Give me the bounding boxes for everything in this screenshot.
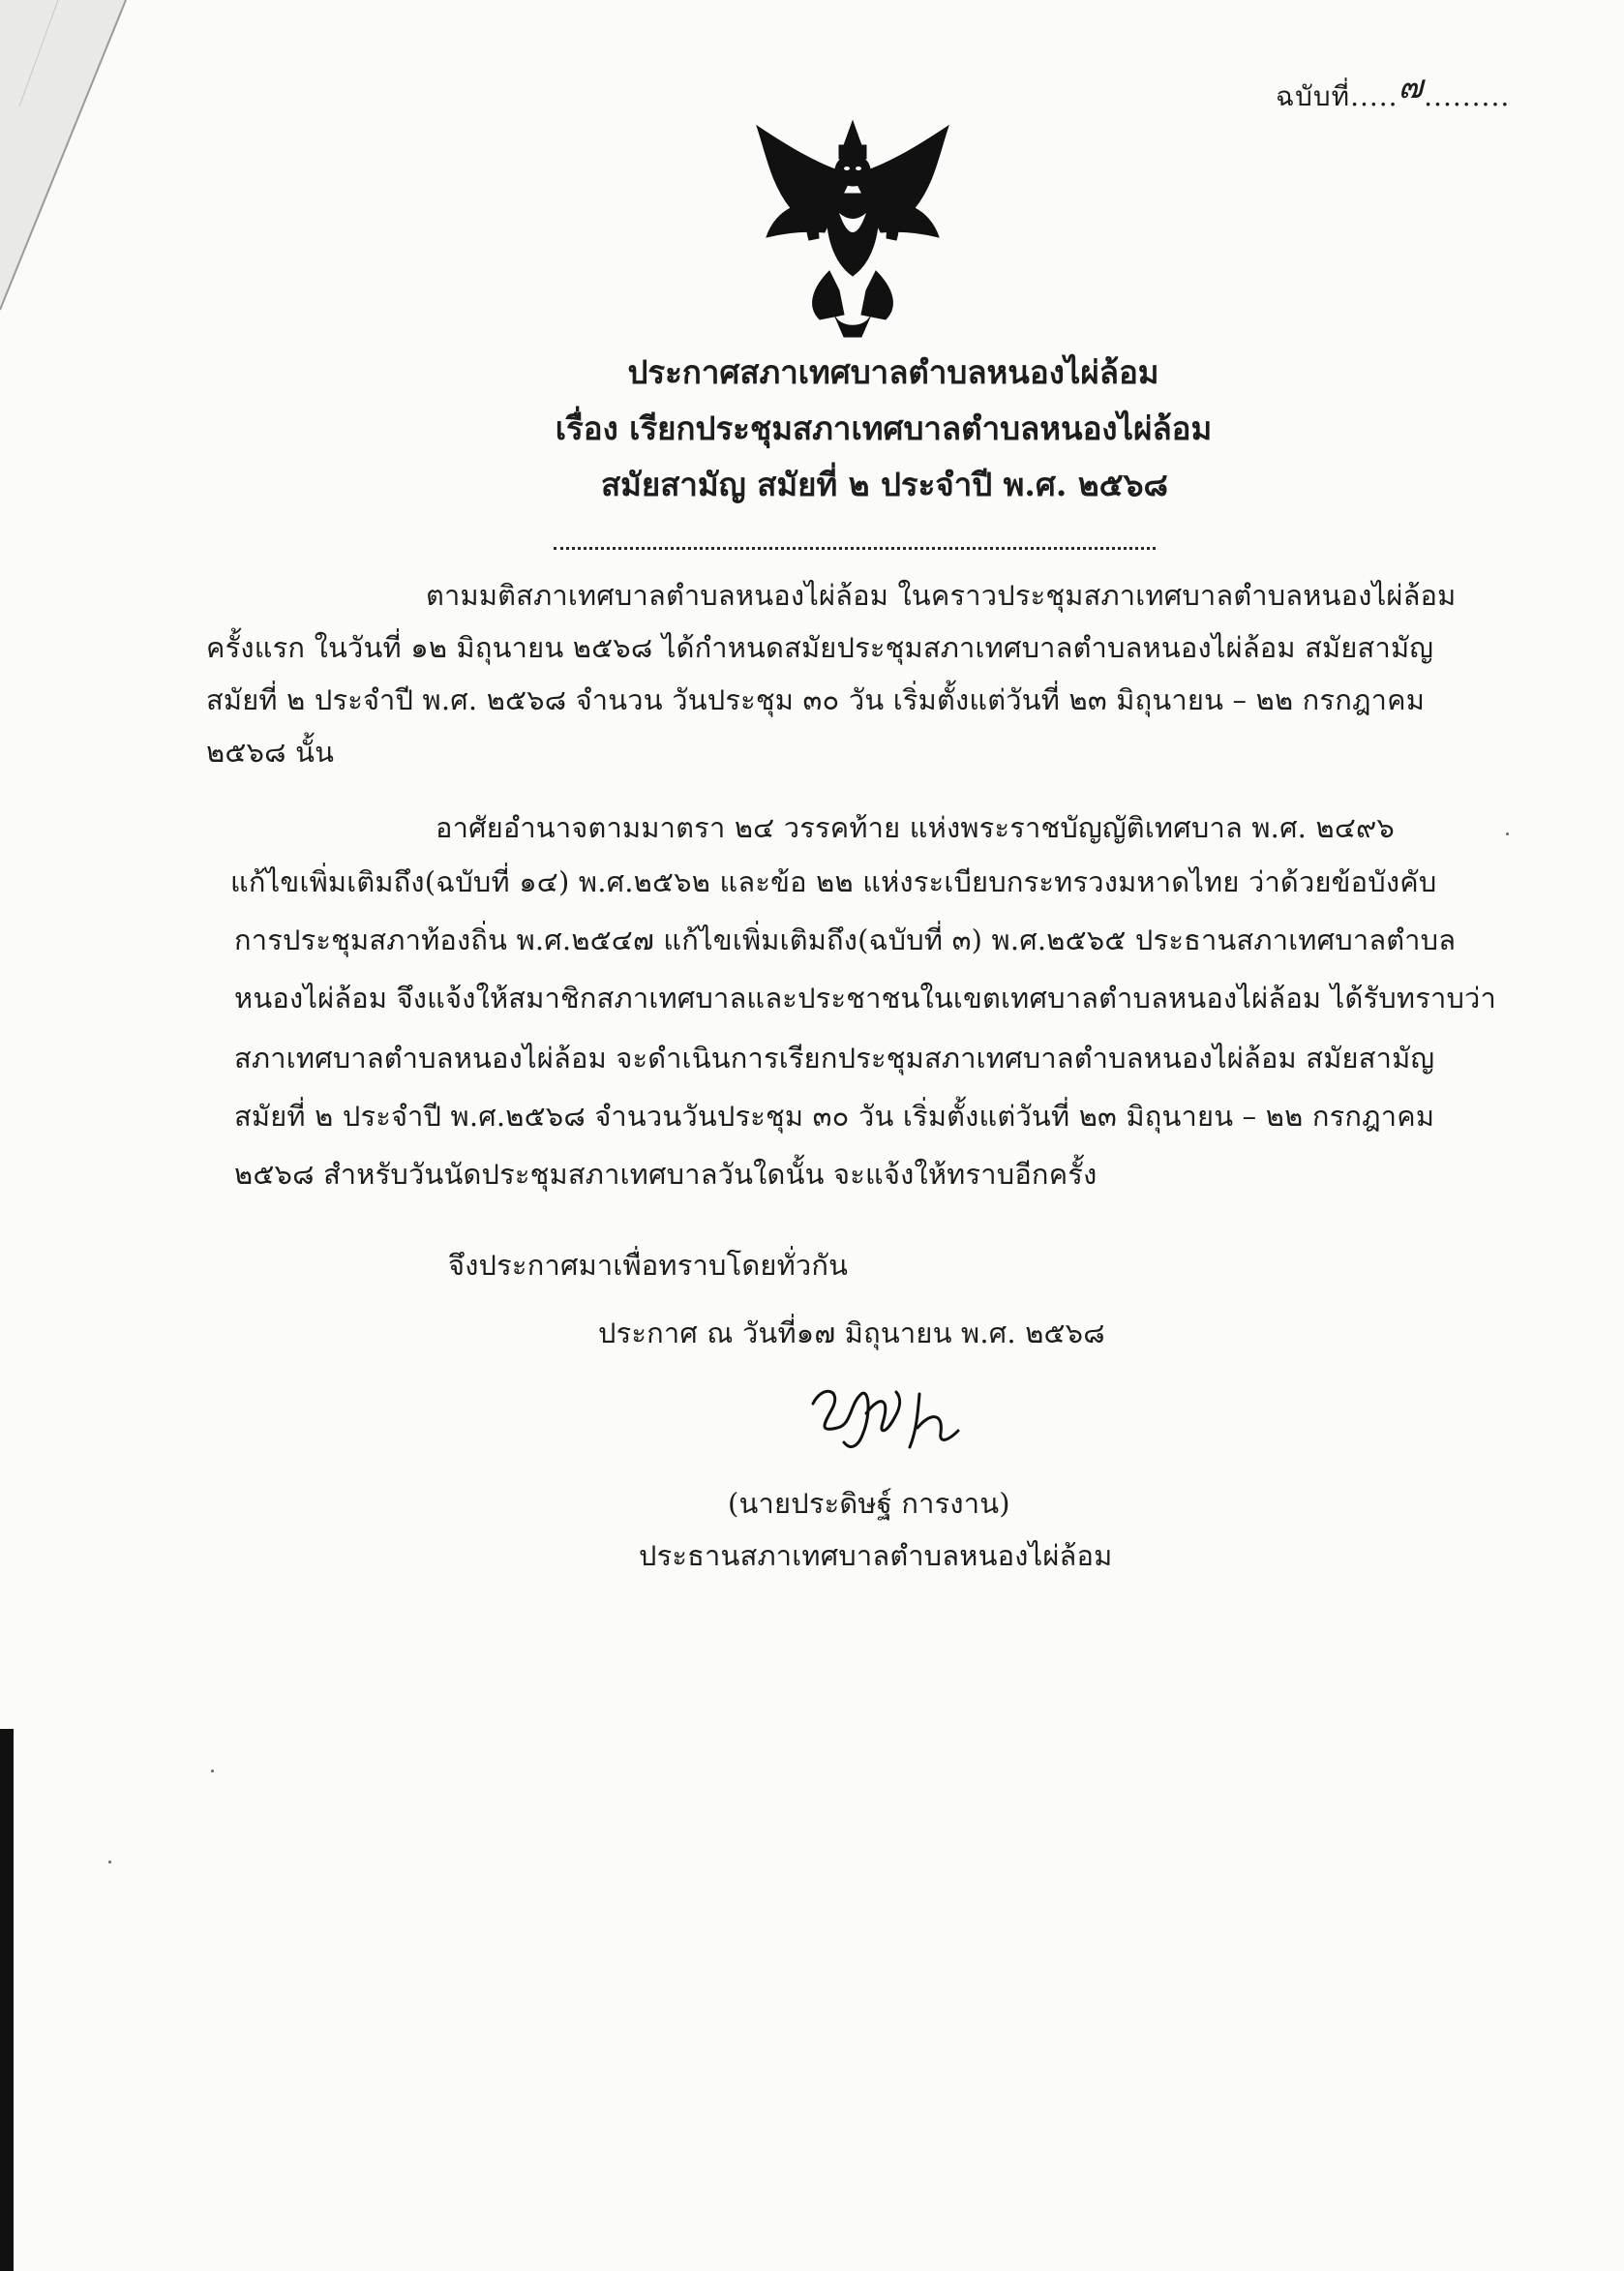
paragraph-2-line-6: สมัยที่ ๒ ประจำปี พ.ศ.๒๕๖๘ จำนวนวันประชุม ๓๐ วัน เริ่มตั้งแต่วันที่ ๒๓ มิถุนายน – ๒๒ กรกฎาคม	[234, 1100, 1435, 1133]
issue-number-value: ๗	[1398, 68, 1425, 106]
page-fold-edge	[0, 0, 165, 319]
scan-speck	[211, 1770, 214, 1772]
signatory-position: ประธานสภาเทศบาลตำบลหนองไผ่ล้อม	[639, 1539, 1113, 1572]
issue-trail: .........	[1424, 80, 1511, 112]
paragraph-2-line-1: อาศัยอำนาจตามมาตรา ๒๔ วรรคท้าย แห่งพระราชบัญญัติเทศบาล พ.ศ. ๒๔๙๖	[436, 811, 1396, 844]
title-line-2: เรื่อง เรียกประชุมสภาเทศบาลตำบลหนองไผ่ล้อม	[555, 409, 1213, 447]
paragraph-2-line-4: หนองไผ่ล้อม จึงแจ้งให้สมาชิกสภาเทศบาลและประชาชนในเขตเทศบาลตำบลหนองไผ่ล้อม ได้รับทราบว่า	[234, 982, 1497, 1014]
title-line-3: สมัยสามัญ สมัยที่ ๒ ประจำปี พ.ศ. ๒๕๖๘	[601, 466, 1168, 503]
signature-icon	[794, 1375, 977, 1462]
announcement-date: ประกาศ ณ วันที่๑๗ มิถุนายน พ.ศ. ๒๕๖๘	[598, 1317, 1105, 1349]
closing-statement: จึงประกาศมาเพื่อทราบโดยทั่วกัน	[448, 1249, 849, 1282]
paragraph-1-line-1: ตามมติสภาเทศบาลตำบลหนองไผ่ล้อม ในคราวประชุมสภาเทศบาลตำบลหนองไผ่ล้อม	[426, 579, 1457, 612]
paragraph-2-line-3: การประชุมสภาท้องถิ่น พ.ศ.๒๕๔๗ แก้ไขเพิ่มเติมถึง(ฉบับที่ ๓) พ.ศ.๒๕๖๕ ประธานสภาเทศบาลตำบล	[234, 924, 1457, 956]
paragraph-2-line-7: ๒๕๖๘ สำหรับวันนัดประชุมสภาเทศบาลวันใดนั้น จะแจ้งให้ทราบอีกครั้ง	[234, 1158, 1098, 1191]
paragraph-1-line-3: สมัยที่ ๒ ประจำปี พ.ศ. ๒๕๖๘ จำนวน วันประชุม ๓๐ วัน เริ่มตั้งแต่วันที่ ๒๓ มิถุนายน – ๒๒ กรกฎาคม	[206, 683, 1426, 716]
garuda-emblem-icon	[747, 116, 958, 339]
paragraph-1-line-2: ครั้งแรก ในวันที่ ๑๒ มิถุนายน ๒๕๖๘ ได้กำหนดสมัยประชุมสภาเทศบาลตำบลหนองไผ่ล้อม สมัยสามัญ	[206, 631, 1434, 664]
announcement-title	[0, 345, 1624, 513]
title-line-1: ประกาศสภาเทศบาลตำบลหนองไผ่ล้อม	[627, 353, 1159, 391]
paragraph-1-line-4: ๒๕๖๘ นั้น	[206, 736, 335, 769]
title-divider	[554, 547, 1156, 550]
scan-speck	[108, 1861, 111, 1863]
issue-label: ฉบับที่.....	[1276, 80, 1398, 112]
issue-number	[1276, 68, 1510, 120]
paragraph-2-line-5: สภาเทศบาลตำบลหนองไผ่ล้อม จะดำเนินการเรียกประชุมสภาเทศบาลตำบลหนองไผ่ล้อม สมัยสามัญ	[234, 1042, 1435, 1075]
scan-edge-shadow	[0, 1729, 14, 2271]
scan-speck	[1506, 833, 1509, 835]
signatory-name: (นายประดิษฐ์ การงาน)	[728, 1487, 1010, 1520]
paragraph-2-line-2: แก้ไขเพิ่มเติมถึง(ฉบับที่ ๑๔) พ.ศ.๒๕๖๒ และข้อ ๒๒ แห่งระเบียบกระทรวงมหาดไทย ว่าด้วยข้อบังคับ	[230, 865, 1437, 898]
